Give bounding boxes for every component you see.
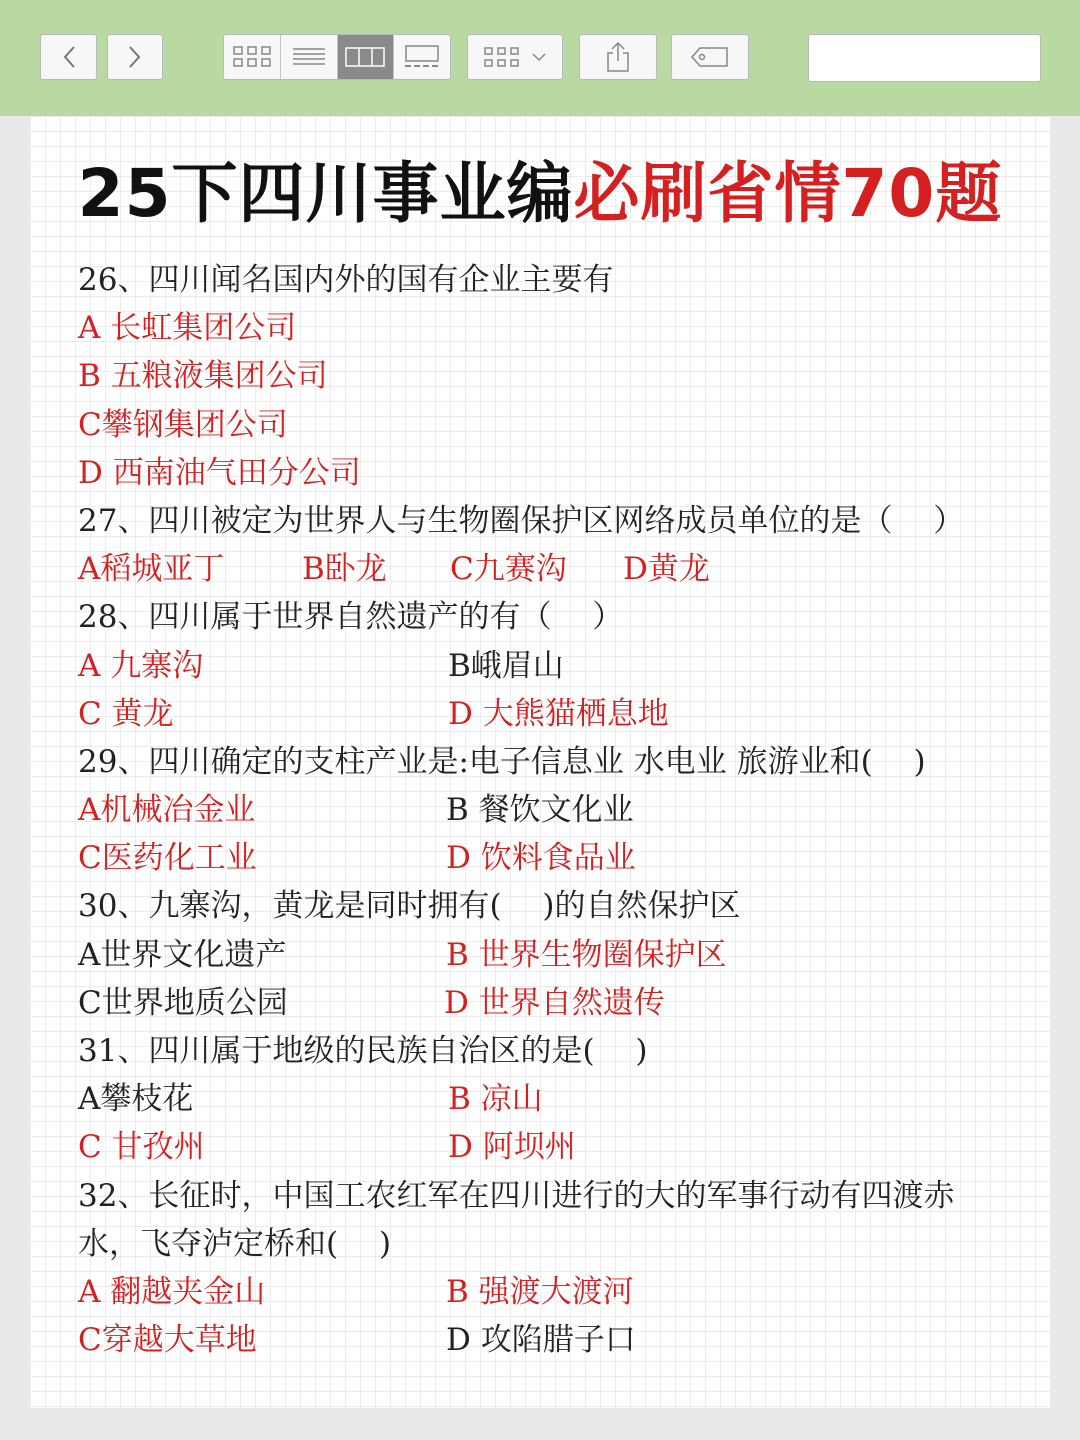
question-28-stem: 28、四川属于世界自然遗产的有（ ） — [78, 599, 624, 636]
share-icon — [604, 41, 632, 73]
question-32-stem-line1: 32、长征时，中国工农红军在四川进行的大的军事行动有四渡赤 — [78, 1177, 955, 1214]
group-by-button[interactable] — [467, 34, 563, 80]
question-list — [78, 256, 1038, 1364]
finder-toolbar — [0, 0, 1080, 116]
gallery-view-button[interactable] — [394, 35, 450, 79]
question-30-options-row1 — [78, 931, 1038, 979]
question-32-option-c: C穿越大草地 — [78, 1322, 257, 1359]
question-31-options-row1 — [78, 1075, 1038, 1123]
question-30-stem: 30、九寨沟，黄龙是同时拥有( )的自然保护区 — [78, 888, 741, 925]
question-28-option-c: C 黄龙 — [78, 695, 174, 732]
question-26-stem: 26、四川闻名国内外的国有企业主要有 — [78, 262, 614, 298]
question-29-options-row1 — [78, 786, 1038, 834]
share-button[interactable] — [579, 34, 657, 80]
question-26-option-a: A 长虹集团公司 — [78, 310, 297, 347]
question-31-options-row2 — [78, 1123, 1038, 1171]
grid-icon — [232, 45, 272, 69]
back-icon — [62, 45, 76, 69]
question-29-option-a: A机械冶金业 — [78, 792, 256, 829]
columns-icon — [345, 46, 385, 68]
question-27-option-d: D黄龙 — [623, 551, 710, 588]
question-29-options-row2 — [78, 834, 1038, 882]
question-27-stem: 27、四川被定为世界人与生物圈保护区网络成员单位的是（ ） — [78, 502, 965, 539]
question-28-options-row1 — [78, 642, 1038, 690]
gallery-icon — [403, 45, 441, 69]
question-28-option-d: D 大熊猫栖息地 — [448, 695, 669, 732]
question-30-option-a: A世界文化遗产 — [78, 936, 287, 973]
question-29-option-c: C医药化工业 — [78, 840, 257, 877]
question-32-option-a: A 翻越夹金山 — [78, 1273, 266, 1310]
question-31-option-d: D 阿坝州 — [448, 1129, 576, 1166]
question-30-option-d: D 世界自然遗传 — [444, 984, 665, 1021]
question-26-option-b: B 五粮液集团公司 — [78, 358, 328, 395]
question-30-option-b: B 世界生物圈保护区 — [446, 936, 727, 973]
question-32-option-d: D 攻陷腊子口 — [446, 1322, 636, 1359]
list-icon — [292, 46, 326, 68]
question-32-options-row2 — [78, 1316, 1038, 1364]
chevron-down-icon — [531, 51, 547, 63]
question-31-option-c: C 甘孜州 — [78, 1129, 205, 1166]
tag-button[interactable] — [671, 34, 749, 80]
page-title — [0, 140, 1080, 235]
question-31-option-a: A攀枝花 — [78, 1081, 194, 1118]
question-26-option-c: C攀钢集团公司 — [78, 406, 288, 443]
question-31-stem: 31、四川属于地级的民族自治区的是( ) — [78, 1033, 648, 1069]
question-29-stem: 29、四川确定的支柱产业是:电子信息业 水电业 旅游业和( ) — [78, 743, 926, 780]
forward-icon — [128, 45, 142, 69]
column-view-button[interactable] — [338, 35, 395, 79]
question-32-stem-line2: 水，飞夺泸定桥和( ) — [78, 1225, 392, 1262]
list-view-button[interactable] — [281, 35, 338, 79]
question-26-option-d: D 西南油气田分公司 — [78, 454, 361, 491]
question-28-option-b: B峨眉山 — [448, 647, 564, 684]
question-27-option-c: C九赛沟 — [450, 551, 567, 588]
question-32-option-b: B 强渡大渡河 — [446, 1273, 634, 1310]
question-27-options — [78, 545, 1038, 593]
question-27-option-b: B卧龙 — [302, 551, 387, 588]
view-mode-control — [223, 34, 451, 80]
back-button[interactable] — [40, 34, 97, 80]
question-29-option-d: D 饮料食品业 — [446, 840, 636, 877]
tag-icon — [690, 45, 730, 69]
question-27-option-a: A稻城亚丁 — [78, 551, 225, 588]
group-icon — [483, 45, 523, 69]
search-input[interactable] — [825, 47, 1054, 70]
question-30-options-row2 — [78, 979, 1038, 1027]
title-black-part: 25下四川事业编 — [77, 155, 574, 232]
question-28-option-a: A 九寨沟 — [78, 647, 204, 684]
question-28-options-row2 — [78, 690, 1038, 738]
question-30-option-c: C世界地质公园 — [78, 984, 288, 1021]
search-field[interactable] — [808, 34, 1041, 82]
question-32-options-row1 — [78, 1268, 1038, 1316]
forward-button[interactable] — [107, 34, 163, 80]
icon-view-button[interactable] — [224, 35, 281, 79]
question-31-option-b: B 凉山 — [448, 1081, 543, 1118]
question-29-option-b: B 餐饮文化业 — [446, 792, 634, 829]
title-red-part: 必刷省情70题 — [573, 155, 1003, 232]
